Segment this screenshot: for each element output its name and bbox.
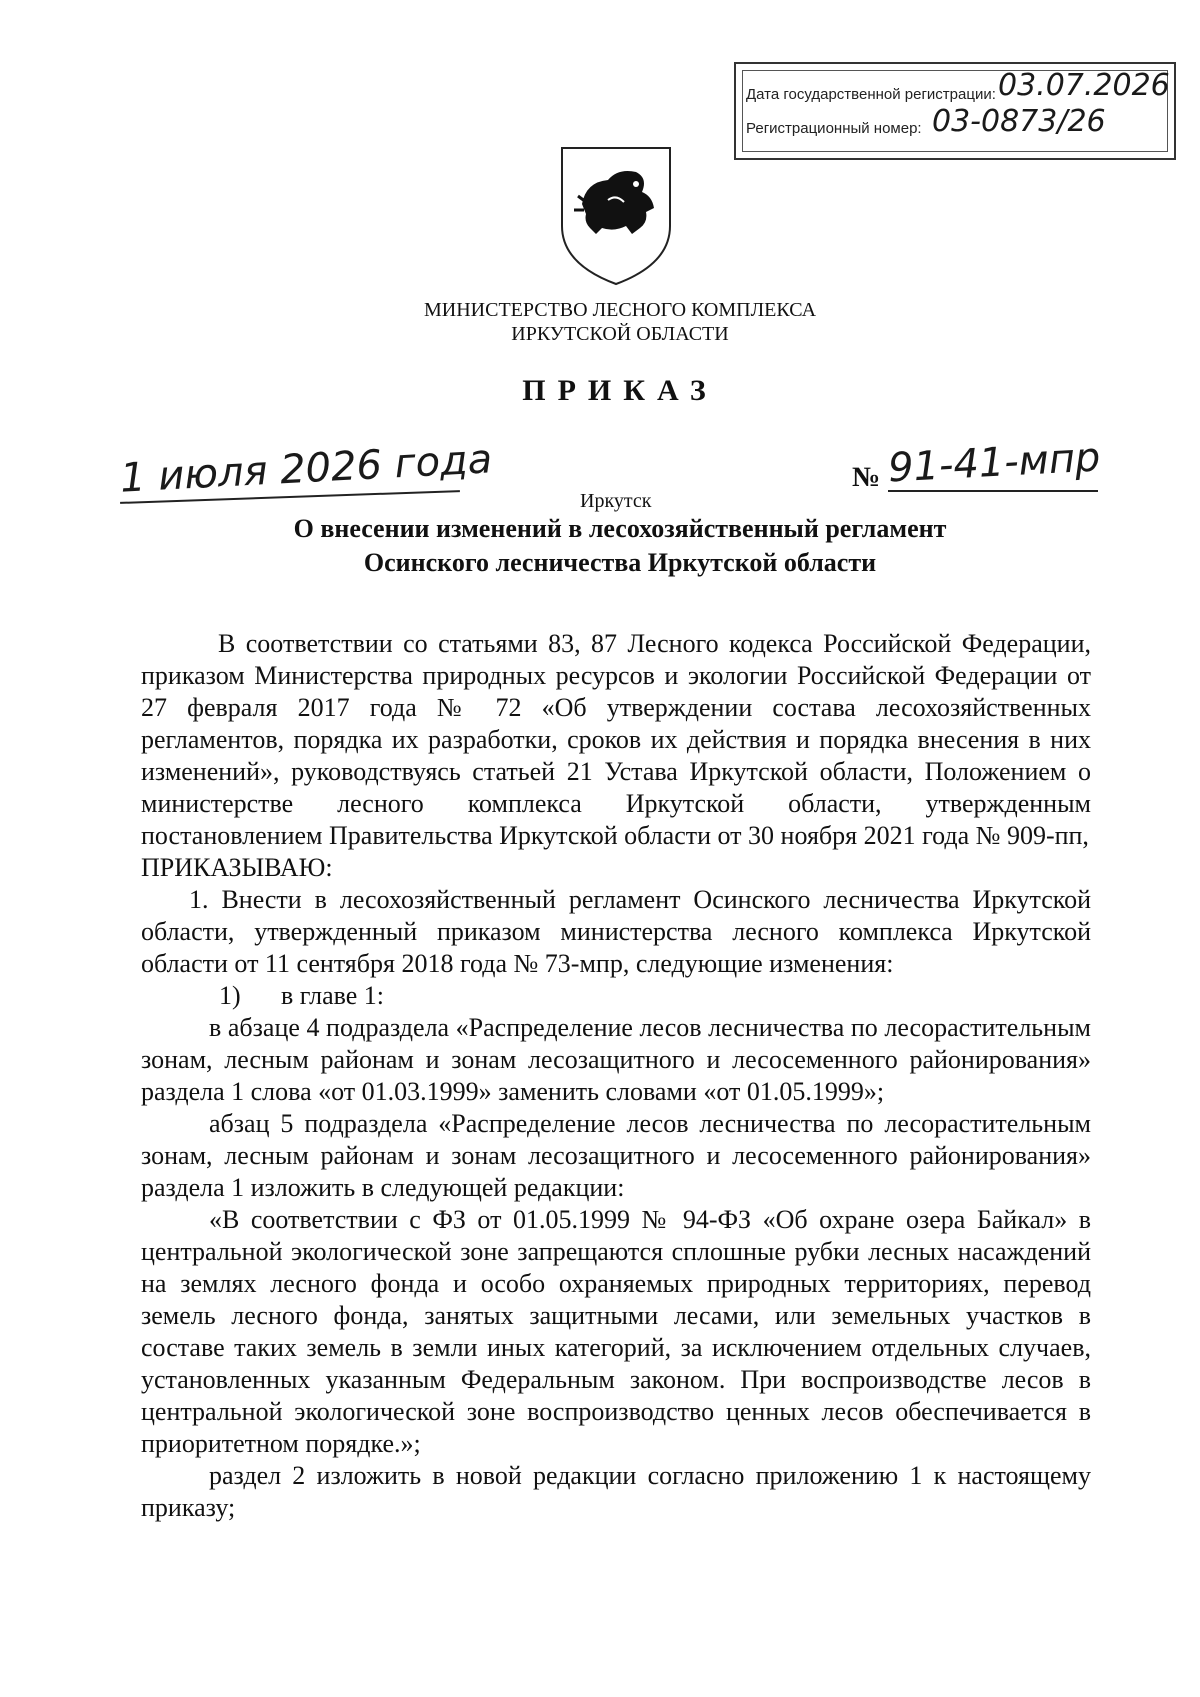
handwritten-date: 1 июля 2026 года (119, 436, 494, 502)
paragraph-b: абзац 5 подраздела «Распределение лесов лесничества по лесорастительным зонам, лесным районам и зонам лесозащитного и лесосеменного районирования» раздела 1 изложить в следующей редакции: (141, 1109, 1091, 1202)
sub-item-1 (141, 980, 1091, 1012)
number-sign: № (852, 462, 881, 493)
coat-of-arms-icon (556, 138, 676, 288)
paragraph-a: в абзаце 4 подраздела «Распределение лесов лесничества по лесорастительным зонам, лесным районам и зонам лесозащитного и лесосеменного районирования» раздела 1 слова «от 01.03.1999» заменить словами «от 01.05.1999»; (141, 1013, 1091, 1106)
registration-date-value: 03.07.2026 (998, 68, 1170, 103)
sub-item-1-text: в главе 1: (281, 981, 385, 1010)
document-body (141, 628, 1091, 1524)
order-word: ПРИКАЗЫВАЮ: (141, 853, 333, 882)
number-underline (888, 490, 1098, 492)
registration-number-value: 03-0873/26 (932, 104, 1106, 139)
sub-item-1-number: 1) (219, 981, 241, 1010)
ministry-line-1: МИНИСТЕРСТВО ЛЕСНОГО КОМПЛЕКСА (423, 299, 817, 321)
paragraph-d: раздел 2 изложить в новой редакции согласно приложению 1 к настоящему приказу; (141, 1461, 1091, 1522)
subject-line-2: Осинского лесничества Иркутской области (363, 548, 877, 577)
paragraph-c: «В соответствии с ФЗ от 01.05.1999 № 94-ФЗ «Об охране озера Байкал» в центральной экологической зоне запрещаются сплошные рубки лесных насаждений на землях лесного фонда и особо охраняемых природных территориях, перевод земель лесного фонда, занятых защитными лесами, или земельных участков в составе таких земель в земли иных категорий, за исключением отдельных случаев, установленных указанным Федеральным законом. При воспроизводстве лесов в центральной экологической зоне воспроизводство ценных лесов обеспечивается в приоритетном порядке.»; (141, 1205, 1091, 1458)
subject-line-1: О внесении изменений в лесохозяйственный регламент (293, 514, 947, 543)
handwritten-number: 91-41-мпр (886, 434, 1102, 492)
registration-date-label: Дата государственной регистрации: (746, 86, 996, 103)
document-type: ПРИКАЗ (522, 374, 718, 407)
registration-stamp (734, 62, 1176, 160)
ministry-name (0, 298, 1200, 346)
document-subject (0, 512, 1200, 580)
preamble-paragraph: В соответствии со статьями 83, 87 Лесного кодекса Российской Федерации, приказом Министерства природных ресурсов и экологии Российской Федерации от 27 февраля 2017 года № 72 «Об утверждении состава лесохозяйственных регламентов, порядка их разработки, сроков их действия и порядка внесения в них изменений», руководствуясь статьей 21 Устава Иркутской области, Положением о министерстве лесного комплекса Иркутской области, утвержденным постановлением Правительства Иркутской области от 30 ноября 2021 года № 909-пп, (141, 629, 1091, 850)
registration-number-label: Регистрационный номер: (746, 120, 922, 137)
city-name: Иркутск (580, 490, 652, 512)
item-1-paragraph: 1. Внести в лесохозяйственный регламент Осинского лесничества Иркутской области, утвержденный приказом министерства лесного комплекса Иркутской области от 11 сентября 2018 года № 73-мпр, следующие изменения: (141, 885, 1091, 978)
ministry-line-2: ИРКУТСКОЙ ОБЛАСТИ (511, 323, 729, 345)
